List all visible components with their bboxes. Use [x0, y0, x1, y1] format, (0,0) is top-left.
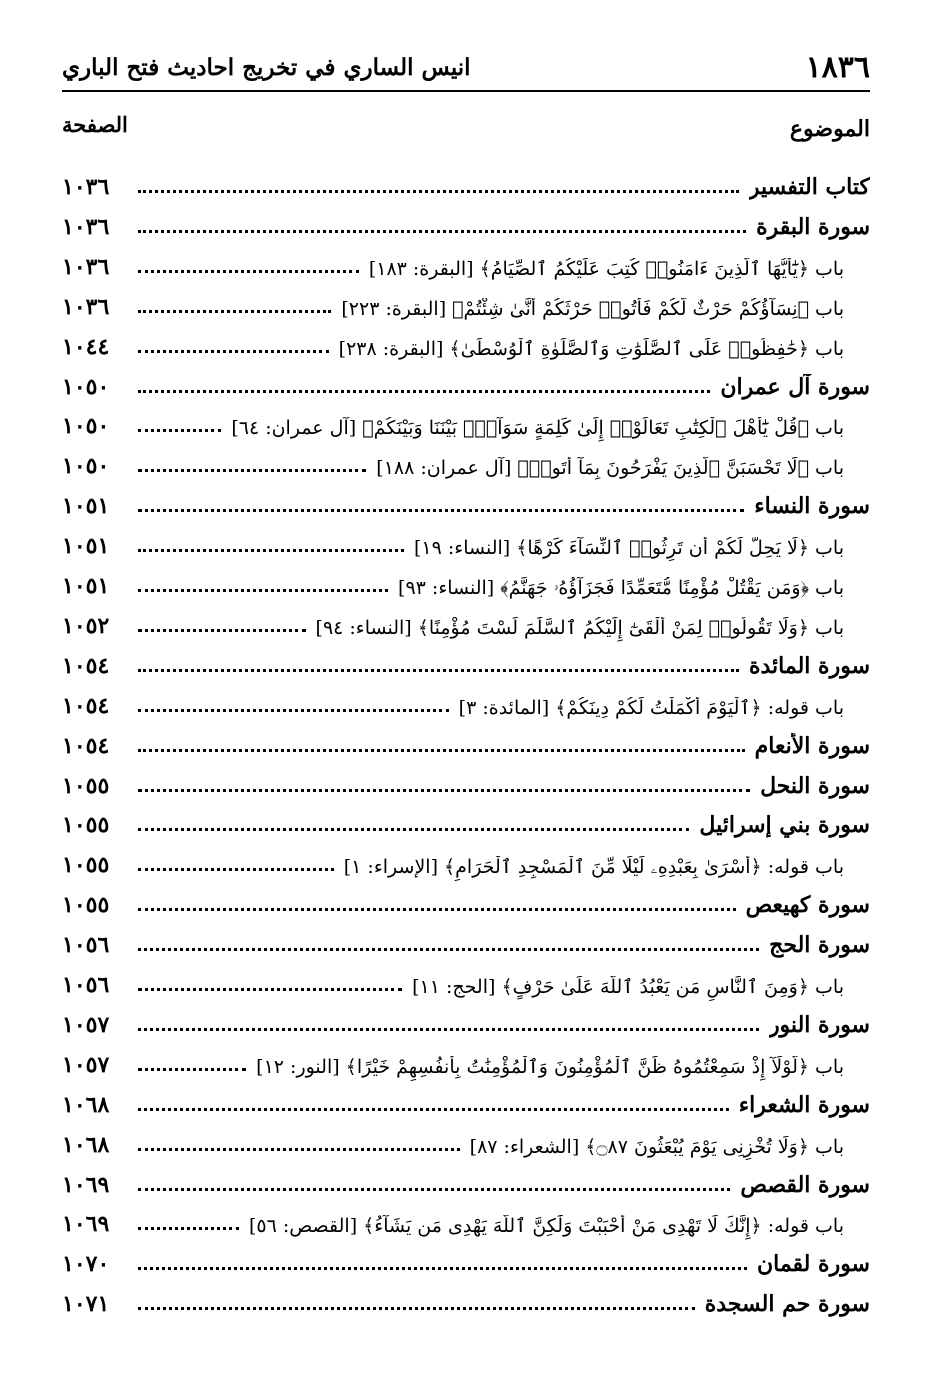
toc-surah-entry: [62, 723, 870, 763]
toc-chapter-entry: [62, 962, 870, 1002]
document-page: [62, 40, 870, 1340]
header-rule: [62, 90, 870, 92]
toc-chapter-entry: [62, 563, 870, 603]
toc-chapter-entry: [62, 842, 870, 882]
entry-page-number: ١٠٤٤: [62, 333, 110, 360]
entry-title: باب قوله: ﴿إِنَّكَ لَا تَهْدِى مَنْ أَحْبَبْتَ وَلَٰكِنَّ ٱللَّهَ يَهْدِى مَن يَشَآءُ﴾ [القصص: ٥٦]: [248, 1215, 844, 1238]
entry-title: سورة النحل: [760, 772, 870, 799]
entry-title: سورة الحج: [769, 932, 870, 959]
dot-leader: [138, 429, 221, 432]
entry-page-number: ١٠٥٢: [62, 612, 110, 639]
dot-leader: [138, 390, 710, 393]
entry-title: سورة الشعراء: [738, 1091, 870, 1118]
entry-page-number: ١٠٥٧: [62, 1011, 110, 1038]
entry-title: باب ﴿لَا تَحْسَبَنَّ ٱلَّذِينَ يَفْرَحُونَ بِمَآ أَتَوا۟﴾ [آل عمران: ١٨٨]: [376, 457, 844, 480]
dot-leader: [138, 629, 306, 632]
entry-page-number: ١٠٥١: [62, 493, 110, 520]
dot-leader: [138, 789, 750, 792]
entry-page-number: ١٠٣٦: [62, 253, 110, 280]
entry-page-number: ١٠٥٦: [62, 932, 110, 959]
dot-leader: [138, 1188, 730, 1191]
entry-page-number: ١٠٥٥: [62, 812, 110, 839]
toc-surah-entry: [62, 802, 870, 842]
dot-leader: [138, 828, 689, 831]
entry-page-number: ١٠٣٦: [62, 174, 110, 200]
dot-leader: [138, 988, 402, 991]
toc-chapter-entry: [62, 683, 870, 723]
toc-surah-entry: [62, 1281, 870, 1321]
entry-page-number: ١٠٥٤: [62, 652, 110, 679]
entry-title: سورة البقرة: [756, 213, 870, 240]
toc-chapter-entry: [62, 284, 870, 324]
dot-leader: [138, 469, 366, 472]
toc-surah-entry: [62, 1082, 870, 1122]
dot-leader: [138, 190, 739, 193]
dot-leader: [138, 350, 329, 353]
entry-page-number: ١٠٥٥: [62, 852, 110, 879]
entry-page-number: ١٠٥١: [62, 573, 110, 599]
toc-surah-entry: [62, 922, 870, 962]
toc-surah-entry: [62, 1241, 870, 1281]
entry-title: باب قوله: ﴿ٱلْيَوْمَ أَكْمَلْتُ لَكُمْ دِينَكُمْ﴾ [المائدة: ٣]: [458, 696, 844, 719]
toc-chapter-entry: [62, 403, 870, 443]
page-number: ١٨٣٦: [805, 50, 870, 85]
entry-page-number: ١٠٦٨: [62, 1131, 110, 1158]
entry-title: سورة النساء: [754, 493, 870, 520]
entry-page-number: ١٠٥٤: [62, 692, 110, 719]
entry-title: باب ﴿حَٰفِظُوا۟ عَلَى ٱلصَّلَوَٰتِ وَٱلصَّلَوٰةِ ٱلْوُسْطَىٰ﴾ [البقرة: ٢٣٨]: [338, 337, 844, 360]
entry-page-number: ١٠٥٦: [62, 972, 110, 998]
topic-column-heading: الموضوع: [789, 116, 870, 142]
toc-chapter-entry: [62, 1042, 870, 1082]
entry-title: سورة الأنعام: [754, 732, 870, 759]
entry-title: سورة بني إسرائيل: [699, 812, 870, 839]
dot-leader: [138, 230, 746, 233]
entry-page-number: ١٠٣٦: [62, 293, 110, 320]
dot-leader: [138, 1307, 695, 1310]
entry-title: باب ﴿قُلْ يَٰٓأَهْلَ ٱلْكِتَٰبِ تَعَالَوْا۟ إِلَىٰ كَلِمَةٍ سَوَآءٍۭ بَيْنَنَا وَبَيْنَكُمْ﴾ [آل عمران: ٦٤]: [231, 417, 844, 440]
toc-chapter-entry: [62, 1122, 870, 1162]
toc-surah-entry: [62, 763, 870, 803]
toc-surah-entry: [62, 204, 870, 244]
dot-leader: [138, 549, 404, 552]
toc-chapter-entry: [62, 443, 870, 483]
dot-leader: [138, 709, 449, 712]
entry-page-number: ١٠٥١: [62, 533, 110, 560]
toc-surah-entry: [62, 164, 870, 204]
entry-title: باب ﴿نِسَآؤُكُمْ حَرْثٌ لَّكُمْ فَأْتُوا۟ حَرْثَكُمْ أَنَّىٰ شِئْتُمْ﴾ [البقرة: ٢٢٣]: [341, 297, 844, 320]
toc-surah-entry: [62, 364, 870, 404]
dot-leader: [138, 1227, 239, 1230]
dot-leader: [138, 868, 334, 871]
entry-title: سورة النور: [768, 1011, 870, 1038]
entry-title: باب ﴿وَلَا تُخْزِنِى يَوْمَ يُبْعَثُونَ ۝٨٧﴾ [الشعراء: ٨٧]: [469, 1135, 844, 1158]
entry-page-number: ١٠٥٠: [62, 413, 110, 440]
column-headings: [62, 112, 870, 148]
entry-page-number: ١٠٦٨: [62, 1091, 110, 1118]
dot-leader: [138, 310, 331, 313]
dot-leader: [138, 1068, 246, 1071]
entry-page-number: ١٠٦٩: [62, 1211, 110, 1238]
entry-title: باب قوله: ﴿أَسْرَىٰ بِعَبْدِهِۦ لَيْلًا مِّنَ ٱلْمَسْجِدِ ٱلْحَرَامِ﴾ [الإسراء: ١]: [343, 856, 844, 879]
entry-title: كتاب التفسير: [748, 174, 870, 200]
dot-leader: [138, 669, 739, 672]
page-column-heading: الصفحة: [62, 112, 128, 137]
entry-page-number: ١٠٧١: [62, 1291, 110, 1318]
toc-chapter-entry: [62, 603, 870, 643]
entry-page-number: ١٠٣٦: [62, 213, 110, 240]
dot-leader: [138, 509, 744, 512]
dot-leader: [138, 948, 759, 951]
toc-surah-entry: [62, 1002, 870, 1042]
entry-title: سورة المائدة: [748, 652, 870, 679]
entry-title: سورة القصص: [740, 1171, 870, 1198]
toc-chapter-entry: [62, 523, 870, 563]
entry-title: سورة لقمان: [756, 1251, 870, 1278]
entry-page-number: ١٠٥٤: [62, 732, 110, 759]
entry-page-number: ١٠٥٠: [62, 373, 110, 400]
book-title: انيس الساري في تخريج احاديث فتح الباري: [62, 54, 471, 81]
toc-chapter-entry: [62, 324, 870, 364]
dot-leader: [138, 1267, 747, 1270]
dot-leader: [138, 1028, 759, 1031]
dot-leader: [138, 908, 736, 911]
entry-page-number: ١٠٥٥: [62, 772, 110, 799]
running-header: [62, 50, 870, 90]
entry-page-number: ١٠٦٩: [62, 1171, 110, 1198]
entry-page-number: ١٠٥٧: [62, 1051, 110, 1078]
toc-chapter-entry: [62, 244, 870, 284]
toc-surah-entry: [62, 882, 870, 922]
entry-page-number: ١٠٥٠: [62, 453, 110, 480]
entry-title: باب ﴿لَا يَحِلُّ لَكُمْ أَن تَرِثُوا۟ ٱلنِّسَآءَ كَرْهًا﴾ [النساء: ١٩]: [414, 537, 844, 560]
entry-title: سورة حم السجدة: [704, 1291, 870, 1318]
entry-title: باب ﴿لَّوْلَآ إِذْ سَمِعْتُمُوهُ ظَنَّ ٱلْمُؤْمِنُونَ وَٱلْمُؤْمِنَٰتُ بِأَنفُسِهِمْ خَيْرًا﴾ [النور: ١٢]: [256, 1055, 844, 1078]
entry-title: سورة آل عمران: [720, 373, 870, 400]
dot-leader: [138, 1148, 460, 1151]
entry-title: باب ﴿وَلَا تَقُولُوا۟ لِمَنْ أَلْقَىٰٓ إِلَيْكُمُ ٱلسَّلَٰمَ لَسْتَ مُؤْمِنًا﴾ [النساء: ٩٤]: [315, 616, 844, 639]
entry-title: باب ﴿وَمِنَ ٱلنَّاسِ مَن يَعْبُدُ ٱللَّهَ عَلَىٰ حَرْفٍ﴾ [الحج: ١١]: [412, 976, 844, 998]
toc-surah-entry: [62, 483, 870, 523]
dot-leader: [138, 1108, 729, 1111]
dot-leader: [138, 589, 388, 592]
dot-leader: [138, 270, 359, 273]
entry-title: باب ﴿يَٰٓأَيُّهَا ٱلَّذِينَ ءَامَنُوا۟ كُتِبَ عَلَيْكُمُ ٱلصِّيَامُ﴾ [البقرة: ١٨٣]: [368, 257, 844, 280]
entry-page-number: ١٠٧٠: [62, 1251, 110, 1278]
toc-surah-entry: [62, 1162, 870, 1202]
entry-title: باب ﴿وَمَن يَقْتُلْ مُؤْمِنًا مُّتَعَمِّدًا فَجَزَآؤُهُۥ جَهَنَّمُ﴾ [النساء: ٩٣]: [398, 577, 844, 599]
toc-chapter-entry: [62, 1201, 870, 1241]
dot-leader: [138, 749, 745, 752]
entry-title: سورة كهيعص: [745, 892, 870, 919]
entry-page-number: ١٠٥٥: [62, 892, 110, 919]
toc-surah-entry: [62, 643, 870, 683]
